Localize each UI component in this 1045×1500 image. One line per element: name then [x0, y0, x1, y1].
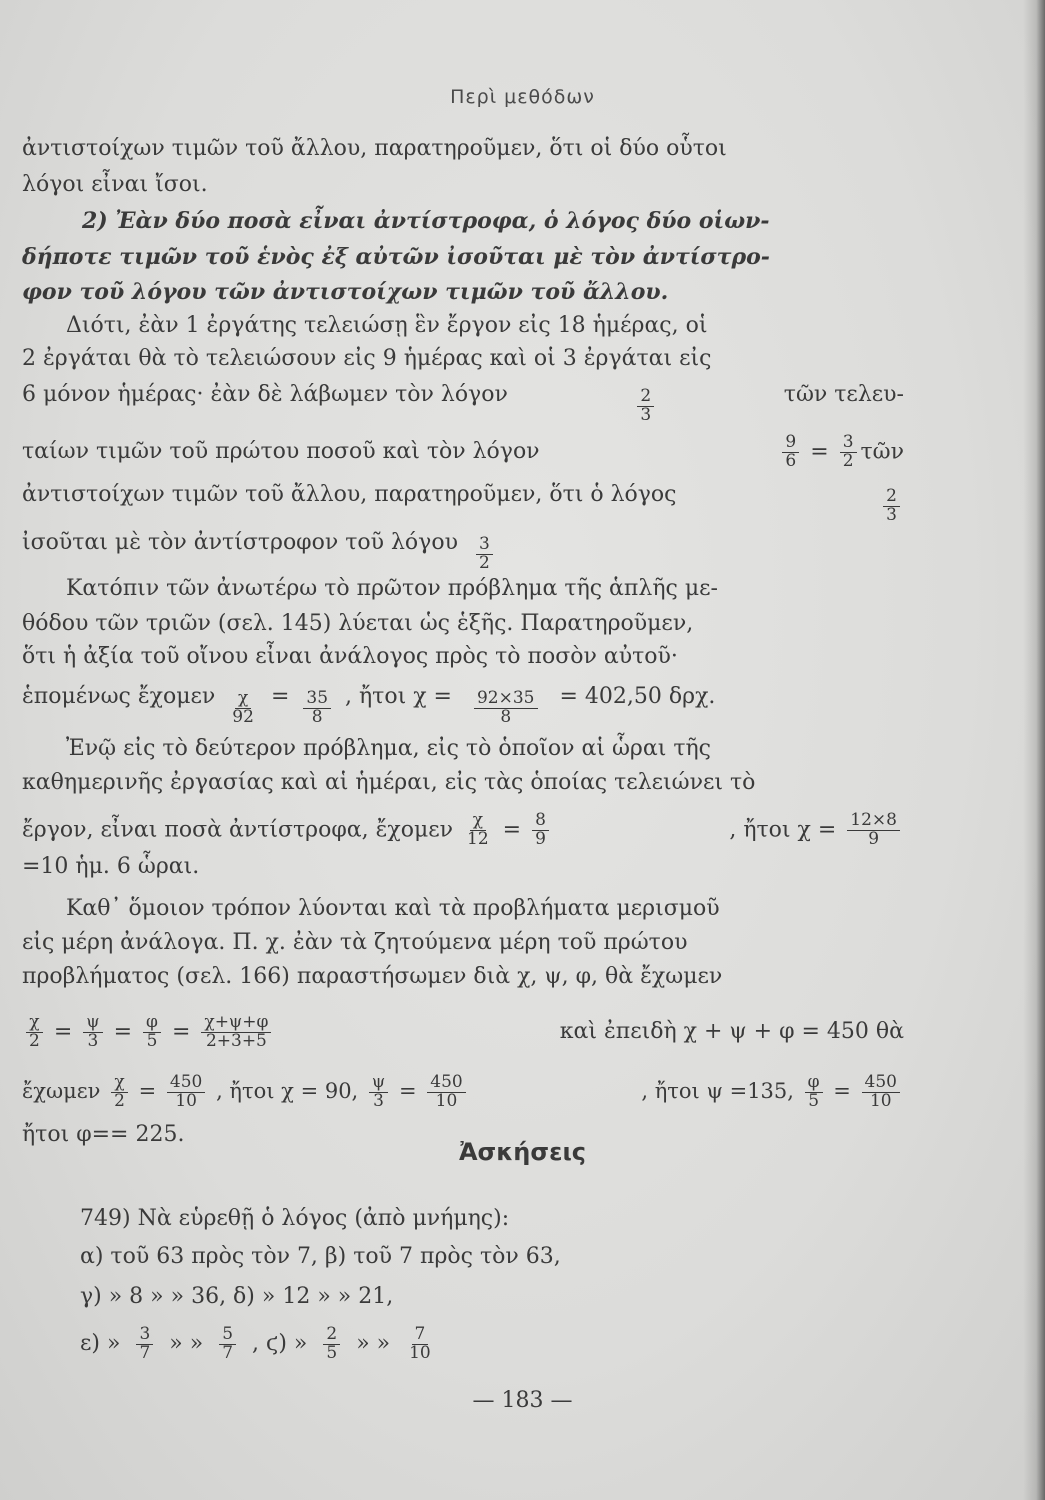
fraction-12x8-9: $\frac{12\times 8}{9}$	[847, 812, 900, 849]
text-line-1: ἀντιστοίχων τιμῶν τοῦ ἄλλου, παρατηροῦμεν, ὅτι οἱ δύο οὗτοι	[22, 136, 727, 161]
fraction-92x35-8: $\frac{92\times 35}{8}$	[474, 690, 538, 727]
text-line-16: Ἐνῷ εἰς τὸ δεύτερον πρόβλημα, εἰς τὸ ὁποῖον αἱ ὧραι τῆς	[66, 736, 712, 761]
page-edge-shadow	[1023, 0, 1045, 1500]
text-line-6: Διότι, ἐὰν 1 ἐργάτης τελειώσῃ ἓν ἔργον εἰς 18 ἡμέρας, οἱ	[66, 313, 708, 338]
fraction-7-10: $\frac{7}{10}$	[409, 1324, 431, 1363]
fraction-5-7: $\frac{5}{7}$	[219, 1326, 236, 1363]
text-line-19: =10 ἡμ. 6 ὧραι.	[22, 854, 200, 879]
text-line-25: ἤτοι φ== 225.	[22, 1122, 185, 1147]
text-line-13: θόδου τῶν τριῶν (σελ. 145) λύεται ὡς ἑξῆς. Παρατηροῦμεν,	[22, 611, 694, 636]
fraction-9-6: $\frac{9}{6}$	[782, 434, 799, 471]
exercise-row-g-d: γ) » 8 » » 36, δ) » 12 » » 21,	[80, 1284, 394, 1309]
fraction-3-2: $\frac{3}{2}$	[840, 434, 857, 471]
fraction-35-8: $\frac{35}{8}$	[303, 690, 331, 727]
fraction-3-2b: $\frac{3}{2}$	[476, 536, 493, 573]
theorem-line-2: δήποτε τιμῶν τοῦ ἑνὸς ἐξ αὐτῶν ἰσοῦται μὲ τὸν ἀντίστρο-	[22, 244, 770, 270]
text-line-23: $\frac{\chi}{2}$ = $\frac{\psi}{3}$ = $\frac{\varphi}{5}$ = $\frac{\chi+\psi+\varphi}{2+3+5}$ καὶ ἐπειδὴ χ + ψ + φ = 450 θὰ	[22, 1014, 904, 1051]
theorem-line-3: φον τοῦ λόγου τῶν ἀντιστοίχων τιμῶν τοῦ ἄλλου.	[22, 279, 669, 305]
fraction-x-92: $\frac{\chi}{92}$	[232, 688, 254, 727]
fraction-450-10c: $\frac{450}{10}$	[862, 1074, 900, 1111]
fraction-2-3b: $\frac{2}{3}$	[883, 488, 900, 525]
exercise-intro: 749) Νὰ εὑρεθῇ ὁ λόγος (ἀπὸ μνήμης):	[80, 1206, 510, 1231]
text-line-9: ταίων τιμῶν τοῦ πρώτου ποσοῦ καὶ τὸν λόγον $\frac{9}{6}$ = $\frac{3}{2}$ τῶν	[22, 432, 904, 471]
fraction-y-3: $\frac{\psi}{3}$	[83, 1014, 102, 1051]
text-line-15: ἑπομένως ἔχομεν $\frac{\chi}{92}$ = $\frac{35}{8}$ , ἤτοι χ = $\frac{92\times 35}{8}$ = 402,50 δρχ.	[22, 684, 716, 727]
text-line-11: ἰσοῦται μὲ τὸν ἀντίστροφον τοῦ λόγου $\frac{3}{2}$	[22, 532, 904, 573]
text-line-22: προβλήματος (σελ. 166) παραστήσωμεν διὰ χ, ψ, φ, θὰ ἔχωμεν	[22, 964, 723, 989]
exercises-heading: Ἀσκήσεις	[458, 1138, 587, 1166]
fraction-8-9: $\frac{8}{9}$	[532, 812, 549, 849]
fraction-2-5: $\frac{2}{5}$	[323, 1326, 340, 1363]
fraction-450-10: $\frac{450}{10}$	[167, 1074, 205, 1111]
fraction-sum: $\frac{\chi+\psi+\varphi}{2+3+5}$	[201, 1014, 271, 1051]
text-line-8: 6 μόνον ἡμέρας· ἐὰν δὲ λάβωμεν τὸν λόγον $\frac{2}{3}$ τῶν τελευ-	[22, 382, 904, 425]
fraction-f-5: $\frac{\varphi}{5}$	[143, 1014, 161, 1051]
fraction-450-10b: $\frac{450}{10}$	[427, 1074, 465, 1111]
text-line-21: εἰς μέρη ἀνάλογα. Π. χ. ἐὰν τὰ ζητούμενα μέρη τοῦ πρώτου	[22, 930, 688, 955]
exercise-row-a-b: α) τοῦ 63 πρὸς τὸν 7, β) τοῦ 7 πρὸς τὸν 63,	[80, 1244, 561, 1269]
fraction-f-5b: $\frac{\varphi}{5}$	[805, 1074, 823, 1111]
fraction-3-7: $\frac{3}{7}$	[136, 1326, 153, 1363]
theorem-line-1: 2) Ἐὰν δύο ποσὰ εἶναι ἀντίστροφα, ὁ λόγος δύο οἱων-	[82, 208, 770, 234]
text-line-24: ἔχωμεν $\frac{\chi}{2}$ = $\frac{450}{10}$ , ἤτοι χ = 90, $\frac{\psi}{3}$ = $\frac{450}{10}$ , ἤτοι ψ =135, $\frac{\varphi}{5}$ = $\frac{450}{10}$	[22, 1074, 904, 1111]
text-line-10: ἀντιστοίχων τιμῶν τοῦ ἄλλου, παρατηροῦμεν, ὅτι ὁ λόγος $\frac{2}{3}$	[22, 484, 904, 525]
fraction-2-3: $\frac{2}{3}$	[637, 388, 654, 425]
text-line-12: Κατόπιν τῶν ἀνωτέρω τὸ πρῶτον πρόβλημα τῆς ἁπλῆς με-	[66, 576, 718, 601]
fraction-x-2: $\frac{\chi}{2}$	[26, 1014, 43, 1051]
text-line-20: Καθ᾽ ὅμοιον τρόπον λύονται καὶ τὰ προβλήματα μερισμοῦ	[66, 896, 720, 921]
running-header: Περὶ μεθόδων	[450, 86, 595, 108]
fraction-x-2b: $\frac{\chi}{2}$	[111, 1074, 128, 1111]
text-line-17: καθημερινῆς ἐργασίας καὶ αἱ ἡμέραι, εἰς τὰς ὁποίας τελειώνει τὸ	[22, 770, 756, 795]
page-number: — 183 —	[472, 1388, 573, 1413]
text-line-2: λόγοι εἶναι ἴσοι.	[22, 172, 208, 197]
fraction-y-3b: $\frac{\psi}{3}$	[369, 1074, 388, 1111]
text-line-14: ὅτι ἡ ἀξία τοῦ οἴνου εἶναι ἀνάλογος πρὸς τὸ ποσὸν αὐτοῦ·	[22, 644, 678, 669]
exercise-row-e-st: ε) » $\frac{3}{7}$ » » $\frac{5}{7}$ , ϛ) » $\frac{2}{5}$ » » $\frac{7}{10}$	[80, 1326, 438, 1363]
text-line-18: ἔργον, εἶναι ποσὰ ἀντίστροφα, ἔχομεν $\frac{\chi}{12}$ = $\frac{8}{9}$ , ἤτοι χ = $\frac{12\times 8}{9}$	[22, 812, 904, 849]
text-line-7: 2 ἐργάται θὰ τὸ τελειώσουν εἰς 9 ἡμέρας καὶ οἱ 3 ἐργάται εἰς	[22, 346, 712, 371]
fraction-x-12: $\frac{\chi}{12}$	[467, 810, 489, 849]
